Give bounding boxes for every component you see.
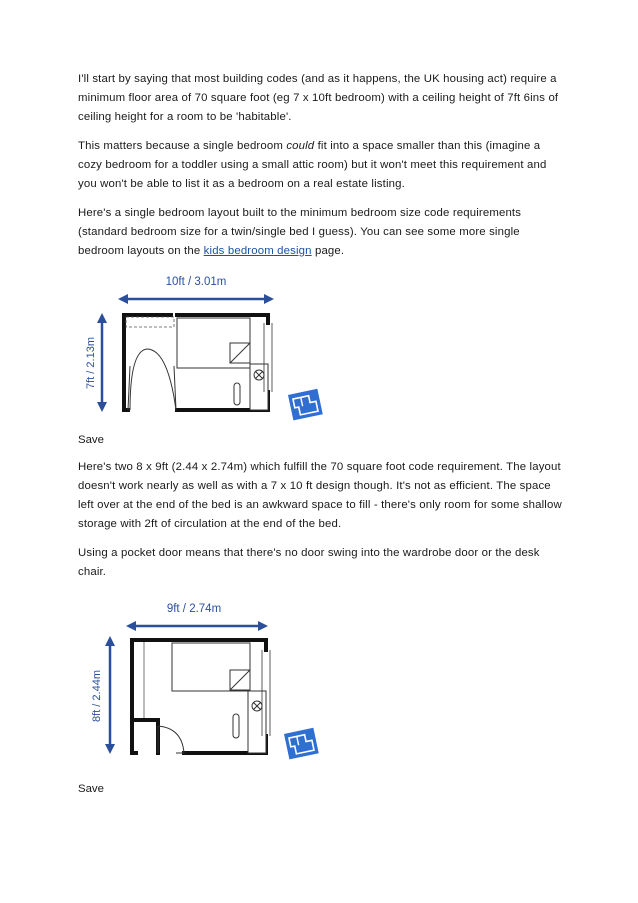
paragraph-8x9-layout: Here's two 8 x 9ft (2.44 x 2.74m) which fulfill the 70 square foot code requirement. The layout doesn't work nearly as well as with a 7 x 10 ft design though. It's not as efficient. The space left over at the end of the bed is an awkward space to fill - there's only room for some shallow storage with 2ft of circulation at the end of the bed.	[78, 461, 562, 530]
height-dimension-label: 8ft / 2.44m	[91, 670, 103, 722]
single-bed	[177, 318, 250, 368]
paragraph-why-it-matters	[78, 137, 562, 194]
height-dimension-label: 7ft / 2.13m	[85, 337, 97, 389]
kids-bedroom-design-link[interactable]: kids bedroom design	[203, 245, 312, 257]
save-button[interactable]: Save	[78, 783, 104, 795]
document-page	[78, 70, 562, 807]
emphasis-text: could	[286, 140, 315, 152]
save-button[interactable]: Save	[78, 434, 104, 446]
height-dimension-arrow	[105, 636, 115, 754]
paragraph-text: page.	[311, 245, 345, 257]
width-dimension-label: 10ft / 3.01m	[165, 276, 227, 288]
door-swing	[158, 726, 184, 753]
paragraph-text: Here's a single bedroom layout built to the minimum bedroom size code requirements (standard bedroom size for a twin/single bed I guess). You can see some more single bedroom layouts on the	[78, 207, 522, 257]
width-dimension-arrow	[126, 621, 268, 631]
floor-plan-9x8	[76, 600, 336, 772]
desk	[234, 364, 268, 410]
paragraph-text: fit into a space smaller than this (imagine a cozy bedroom for a toddler using a small attic room) but it won't meet this requirement and you won't be able to list it as a bedroom on a real estate listing.	[78, 140, 547, 190]
door-swing	[128, 349, 176, 410]
desk	[233, 691, 266, 753]
paragraph-pocket-door: Using a pocket door means that there's no door swing into the wardrobe door or the desk chair.	[78, 547, 540, 578]
wardrobe	[126, 317, 174, 327]
width-dimension-arrow	[118, 294, 274, 304]
paragraph-text: This matters because a single bedroom	[78, 140, 287, 152]
single-bed	[172, 643, 250, 691]
paragraph-single-layout	[78, 204, 562, 261]
blueprint-logo-icon	[288, 389, 323, 421]
floor-plan-10x7	[76, 271, 336, 431]
blueprint-logo-icon	[284, 728, 319, 760]
width-dimension-label: 9ft / 2.74m	[166, 603, 222, 615]
height-dimension-arrow	[97, 313, 107, 412]
paragraph-building-codes: I'll start by saying that most building codes (and as it happens, the UK housing act) require a minimum floor area of 70 square foot (eg 7 x 10ft bedroom) with a ceiling height of 7ft 6ins of ceiling height for a room to be 'habitable'.	[78, 73, 559, 123]
